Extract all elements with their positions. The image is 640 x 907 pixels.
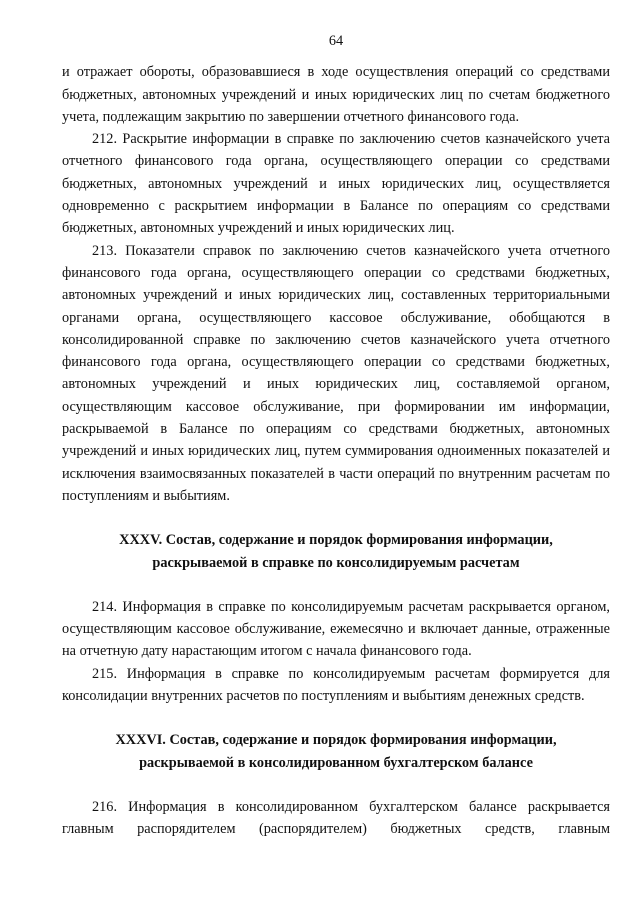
- section-heading-xxxvi-line-2: раскрываемой в консолидированном бухгалтерском балансе: [139, 754, 533, 771]
- paragraph-continuation: и отражает обороты, образовавшиеся в ходе осуществления операций со средствами бюджетных, автономных учреждений и иных юридических лиц по счетам бюджетного учета, подлежащим закрытию по завершении отчетного финансового года.: [62, 64, 610, 125]
- page-number: 64: [328, 33, 344, 49]
- section-heading-xxxv-line-2: раскрываемой в справке по консолидируемым расчетам: [152, 554, 520, 571]
- paragraph-216: 216. Информация в консолидированном бухгалтерском балансе раскрывается главным распорядителем (распорядителем) бюджетных средств, главным: [62, 798, 610, 838]
- paragraph-213: 213. Показатели справок по заключению счетов казначейского учета отчетного финансового года органа, осуществляющего операции со средствами бюджетных, автономных учреждений и иных юридических лиц, составленных территориальными органами органа, осуществляющего кассовое обслуживание, обобщаются в консолидированной справке по заключению счетов казначейского учета отчетного финансового года органа, осуществляющего операции со средствами бюджетных, автономных учреждений и иных юридических лиц, составляемой органом, осуществляющим кассовое обслуживание, при формировании им информации, раскрываемой в Балансе по операциям со средствами бюджетных, автономных учреждений и иных юридических лиц, путем суммирования одноименных показателей и исключения взаимосвязанных показателей в части операций по внутренним расчетам по поступлениям и выбытиям.: [62, 242, 610, 504]
- section-heading-xxxv-line-1: XXXV. Состав, содержание и порядок формирования информации,: [119, 532, 553, 549]
- paragraph-215: 215. Информация в справке по консолидируемым расчетам формируется для консолидации внутренних расчетов по поступлениям и выбытиям денежных средств.: [62, 665, 610, 705]
- paragraph-214: 214. Информация в справке по консолидируемым расчетам раскрывается органом, осуществляющим кассовое обслуживание, ежемесячно и включает данные, отраженные на отчетную дату нарастающим итогом с начала финансового года.: [62, 598, 610, 660]
- section-heading-xxxvi-line-1: XXXVI. Состав, содержание и порядок формирования информации,: [115, 732, 557, 749]
- section-heading-xxxv: [62, 529, 610, 574]
- section-heading-xxxvi: [62, 729, 610, 774]
- paragraph-212: 212. Раскрытие информации в справке по заключению счетов казначейского учета отчетного финансового года органа, осуществляющего операции со средствами бюджетных, автономных учреждений и иных юридических лиц, осуществляется одновременно с раскрытием информации в Балансе по операциям со средствами бюджетных, автономных учреждений и иных юридических лиц.: [62, 131, 610, 237]
